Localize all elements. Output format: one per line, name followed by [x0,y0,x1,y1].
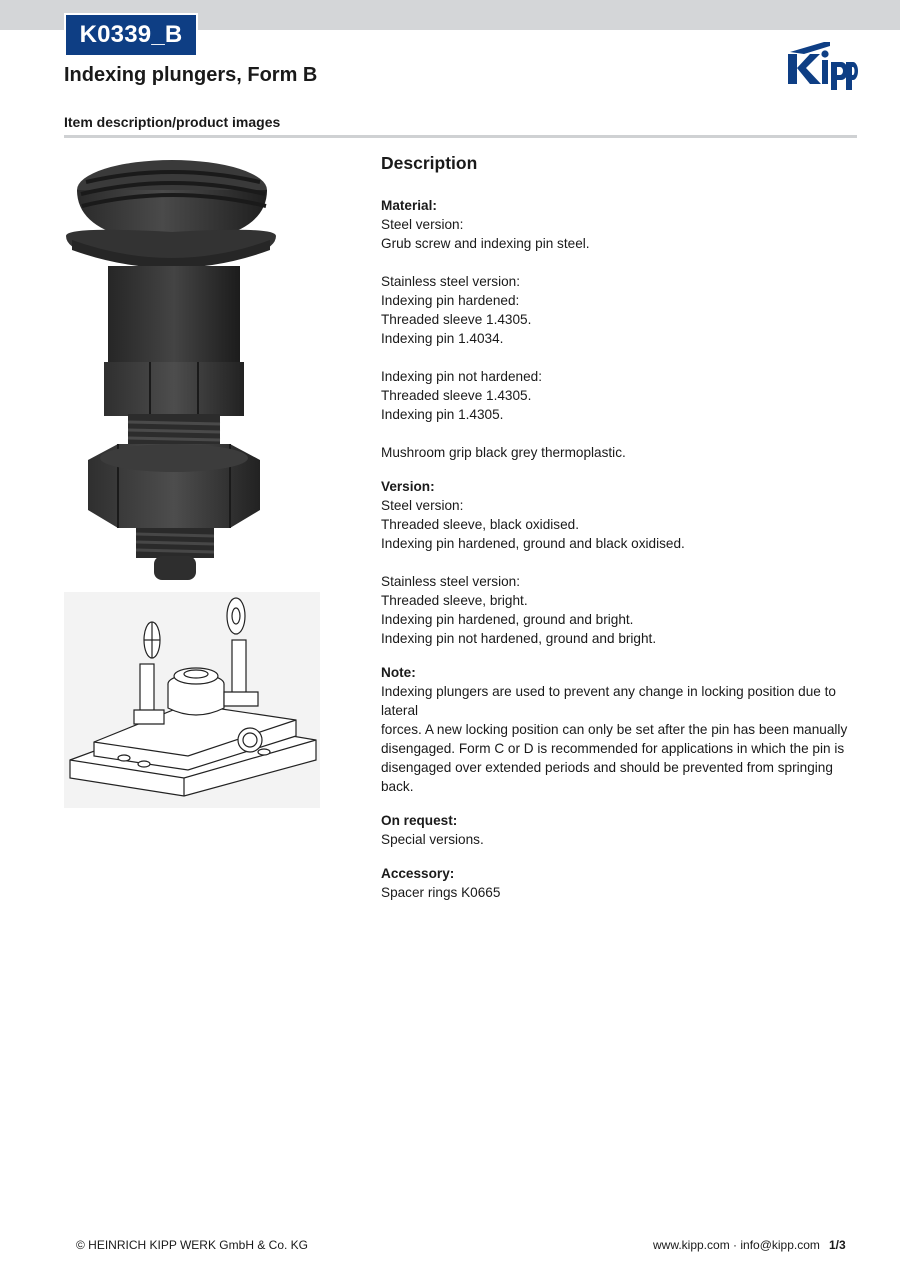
version-line: Indexing pin hardened, ground and black oxidised. [381,536,685,551]
version-line: Indexing pin hardened, ground and bright. [381,612,634,627]
note-line: Indexing plungers are used to prevent any change in locking position due to lateral [381,684,836,718]
product-photo-indexing-plunger [64,148,320,588]
accessory-label: Accessory: [381,866,455,881]
page-title: Indexing plungers, Form B [64,64,318,86]
material-line: Grub screw and indexing pin steel. [381,236,590,251]
material-line: Indexing pin 1.4305. [381,407,504,422]
note-line: forces. A new locking position can only be set after the pin has been manually [381,722,848,737]
material-line: Threaded sleeve 1.4305. [381,388,532,403]
application-line-drawing [64,592,320,808]
version-label: Version: [381,479,435,494]
footer-page-number: 1/3 [829,1238,846,1252]
version-line: Steel version: [381,498,464,513]
section-heading: Item description/product images [64,114,281,130]
version-line: Stainless steel version: [381,574,521,589]
material-line: Indexing pin 1.4034. [381,331,504,346]
note-line: disengaged. Form C or D is recommended for applications in which the pin is [381,741,845,756]
material-label: Material: [381,198,437,213]
description-heading: Description [381,153,478,173]
kipp-logo [784,38,858,92]
note-line: disengaged over extended periods and should be prevented from springing back. [381,760,833,794]
material-line: Stainless steel version: [381,274,521,289]
material-line: Mushroom grip black grey thermoplastic. [381,445,626,460]
on-request-label: On request: [381,813,458,828]
accessory-line: Spacer rings K0665 [381,885,501,900]
note-label: Note: [381,665,416,680]
description-column [381,150,851,902]
footer-copyright: © HEINRICH KIPP WERK GmbH & Co. KG [76,1238,308,1252]
product-code-badge: K0339_B [64,13,198,57]
version-line: Threaded sleeve, bright. [381,593,528,608]
on-request-line: Special versions. [381,832,484,847]
section-divider [64,135,857,138]
material-line: Indexing pin hardened: [381,293,520,308]
material-line: Indexing pin not hardened: [381,369,542,384]
material-line: Threaded sleeve 1.4305. [381,312,532,327]
material-line: Steel version: [381,217,464,232]
footer-contact: www.kipp.com · info@kipp.com [653,1238,820,1252]
version-line: Indexing pin not hardened, ground and bright. [381,631,657,646]
version-line: Threaded sleeve, black oxidised. [381,517,579,532]
